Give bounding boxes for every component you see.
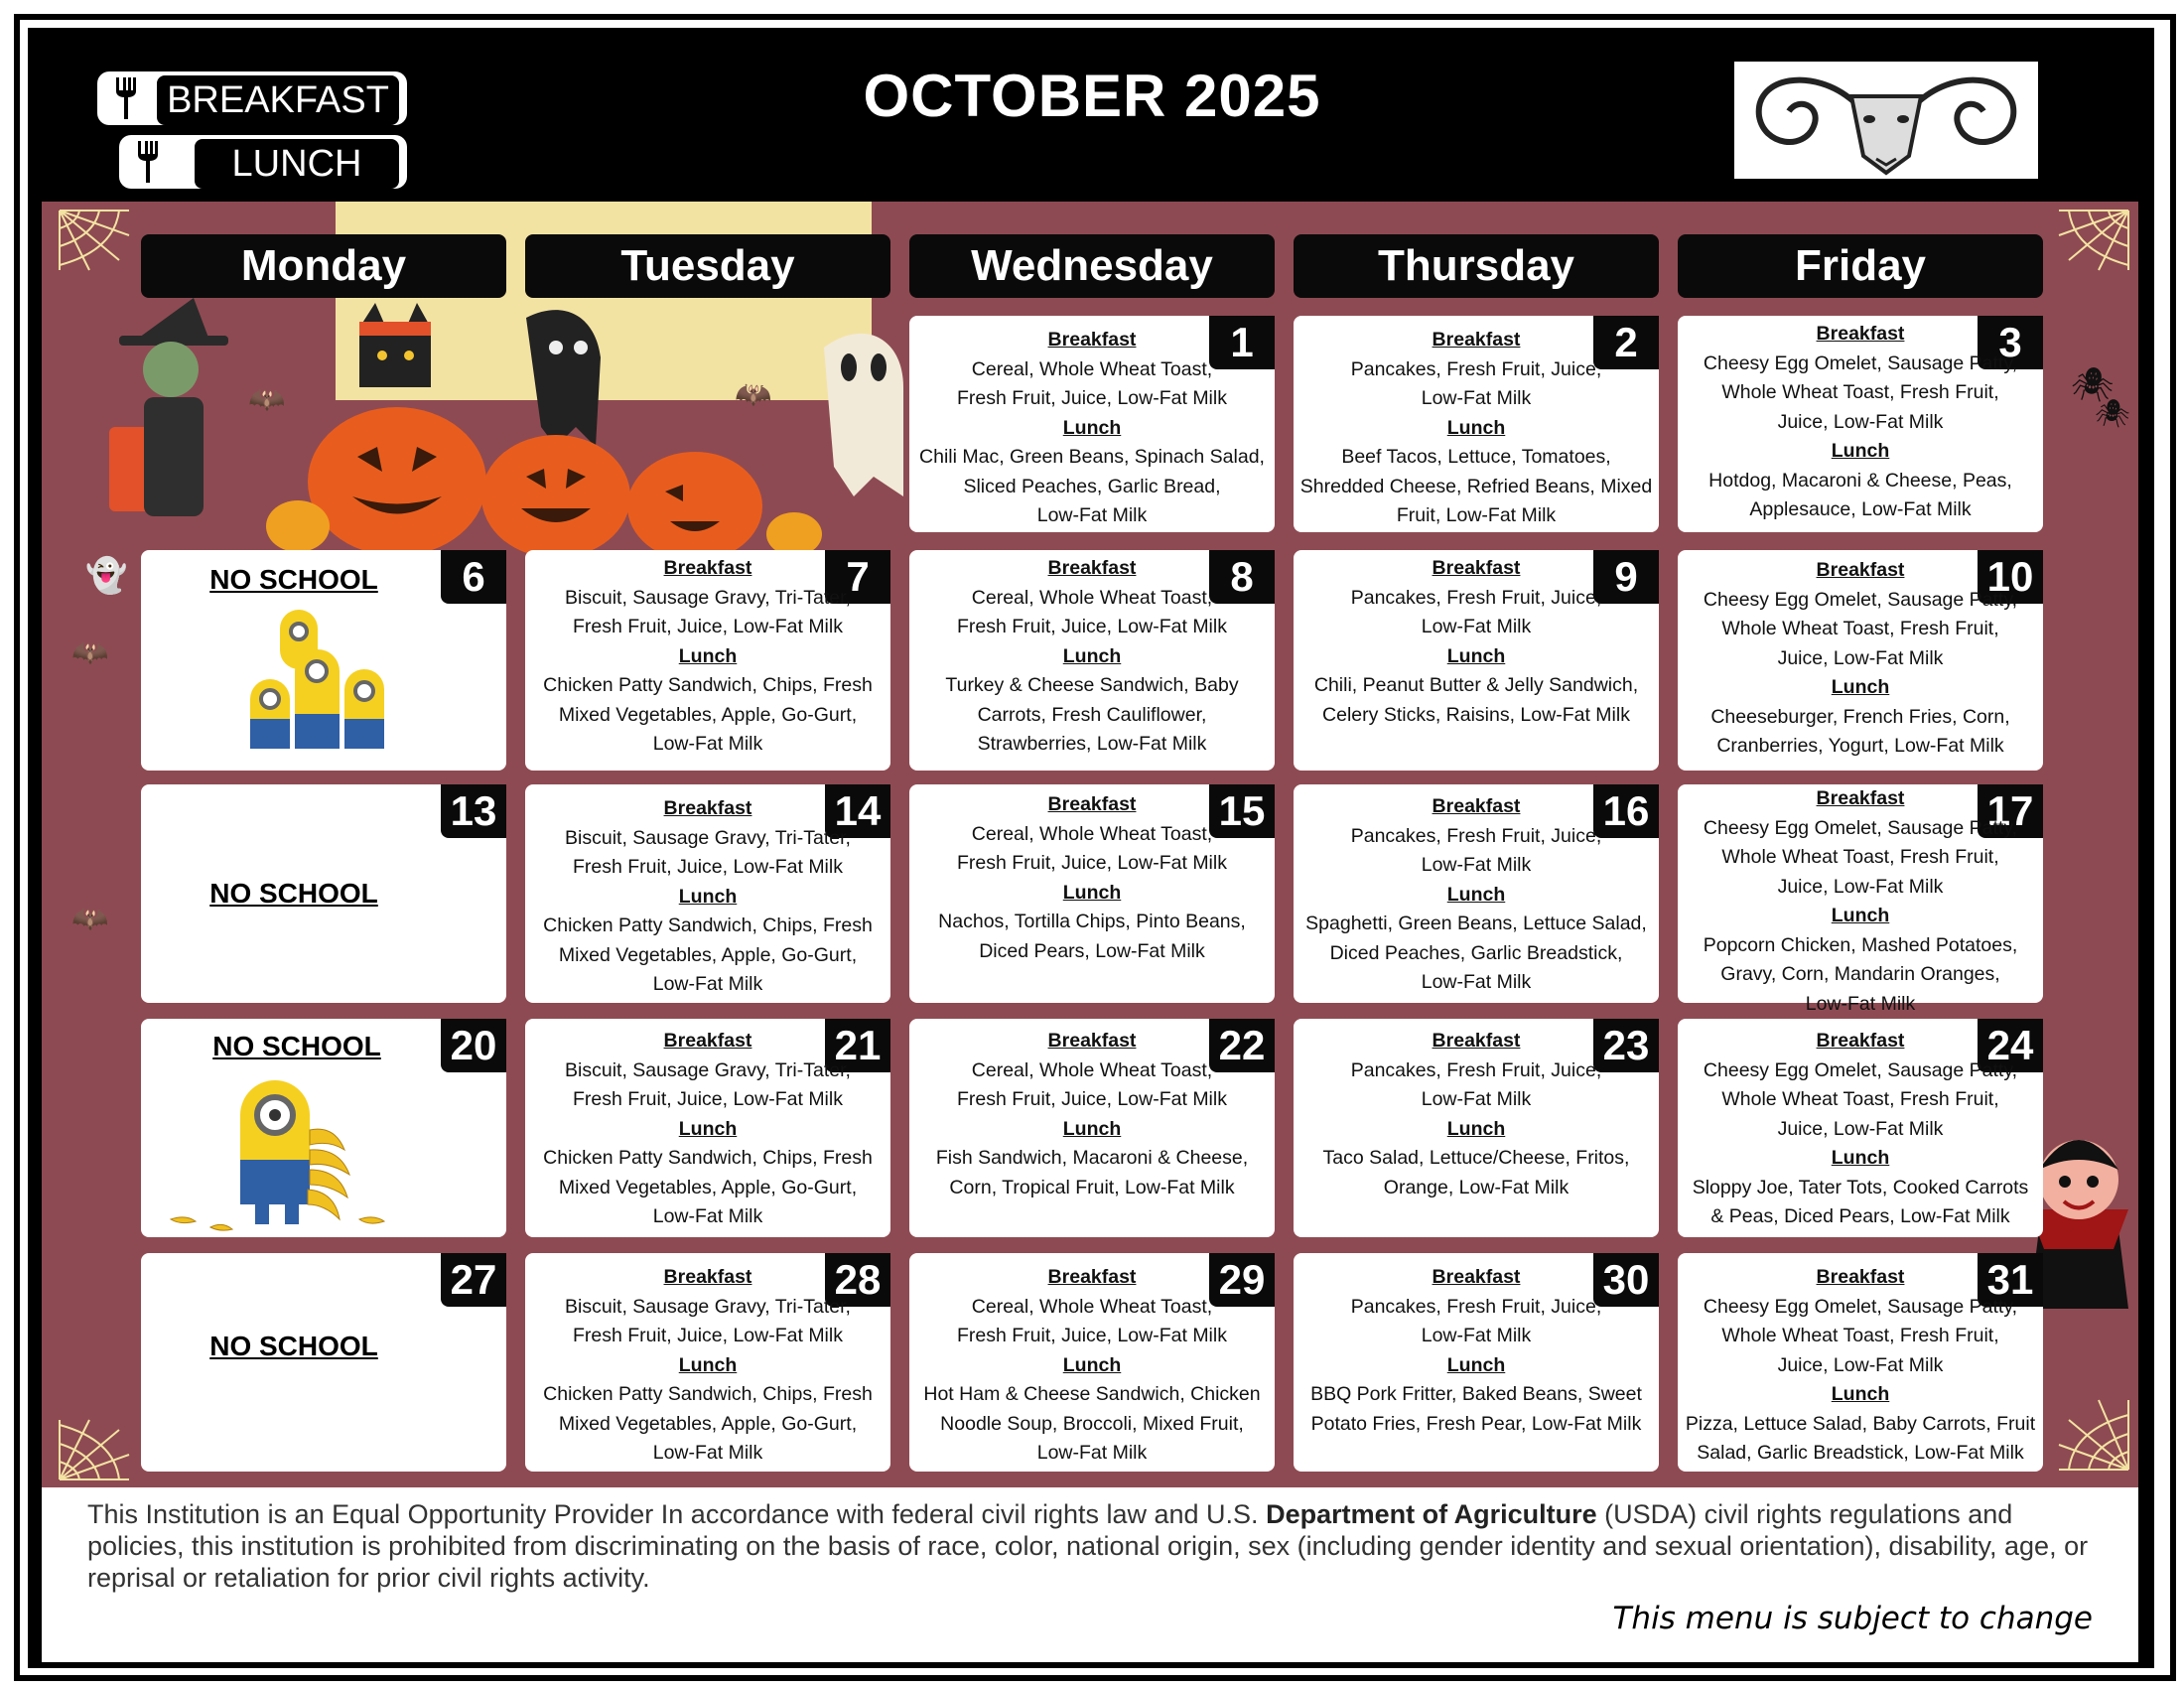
breakfast-menu-line: Fresh Fruit, Juice, Low-Fat Milk <box>957 387 1227 409</box>
breakfast-label: Breakfast <box>663 1030 752 1052</box>
day-menu <box>1297 554 1655 730</box>
lunch-label: Lunch <box>1062 644 1122 667</box>
lunch-menu-line: Fruit, Low-Fat Milk <box>1396 504 1557 526</box>
day-menu <box>529 1027 887 1232</box>
lunch-label: Lunch <box>1446 644 1506 667</box>
lunch-label: Lunch <box>678 1117 738 1140</box>
lunch-menu-line: Hotdog, Macaroni & Cheese, Peas, <box>1708 469 2012 492</box>
breakfast-label: Breakfast <box>1432 795 1521 817</box>
lunch-label: Lunch <box>1062 1353 1122 1376</box>
date-number: 6 <box>441 550 506 604</box>
breakfast-menu-line: Cheesy Egg Omelet, Sausage Patty, <box>1703 352 2018 374</box>
breakfast-menu-line: Low-Fat Milk <box>1421 1088 1532 1110</box>
day-cell-20 <box>141 1019 506 1237</box>
date-number: 1 <box>1209 316 1275 369</box>
jack-o-lantern-right <box>627 452 762 561</box>
lunch-label: Lunch <box>1831 1383 1890 1405</box>
menu-change-note: This menu is subject to change <box>1612 1601 2093 1636</box>
lunch-menu-line: Beef Tacos, Lettuce, Tomatoes, <box>1341 446 1611 468</box>
breakfast-menu-line: Cheesy Egg Omelet, Sausage Patty, <box>1703 816 2018 839</box>
halloween-scene-illustration <box>99 298 903 561</box>
date-number: 31 <box>1978 1253 2043 1307</box>
day-header-thursday: Thursday <box>1294 234 1659 298</box>
day-menu <box>1682 1027 2039 1232</box>
no-school-label: NO SCHOOL <box>209 878 378 909</box>
breakfast-menu-line: Biscuit, Sausage Gravy, Tri-Tater, <box>565 1058 851 1081</box>
lunch-menu-line: Nachos, Tortilla Chips, Pinto Beans, <box>938 911 1246 932</box>
breakfast-label: Breakfast <box>663 1266 752 1288</box>
day-menu <box>1682 320 2039 525</box>
breakfast-menu-line: Cereal, Whole Wheat Toast, <box>971 586 1213 609</box>
small-ghost-icon: 👻 <box>85 556 128 596</box>
breakfast-menu-line: Pancakes, Fresh Fruit, Juice, <box>1350 824 1602 847</box>
lunch-label: Lunch <box>678 644 738 667</box>
breakfast-menu-line: Juice, Low-Fat Milk <box>1777 1353 1944 1376</box>
lunch-menu-line: Fish Sandwich, Macaroni & Cheese, <box>935 1147 1249 1169</box>
lunch-menu-line: Mixed Vegetables, Apple, Go-Gurt, <box>558 1412 858 1435</box>
date-number: 13 <box>441 784 506 838</box>
no-school-label: NO SCHOOL <box>209 564 378 595</box>
lunch-menu-line: Potato Fries, Fresh Pear, Low-Fat Milk <box>1310 1412 1642 1435</box>
witch-illustration <box>109 298 228 516</box>
lunch-menu-line: Strawberries, Low-Fat Milk <box>977 733 1207 755</box>
breakfast-menu-line: Whole Wheat Toast, Fresh Fruit, <box>1721 1325 1999 1346</box>
breakfast-menu-line: Whole Wheat Toast, Fresh Fruit, <box>1721 1088 1999 1110</box>
lunch-menu-line: Spaghetti, Green Beans, Lettuce Salad, <box>1305 913 1647 934</box>
breakfast-label: Breakfast <box>1047 1030 1137 1052</box>
lunch-menu-line: Low-Fat Milk <box>652 1442 763 1464</box>
lunch-label: Lunch <box>1831 440 1890 462</box>
lunch-menu-line: Taco Salad, Lettuce/Cheese, Fritos, <box>1322 1147 1630 1169</box>
day-menu <box>529 554 887 760</box>
breakfast-menu-line: Whole Wheat Toast, Fresh Fruit, <box>1721 846 1999 868</box>
breakfast-label: Breakfast <box>1816 1266 1905 1288</box>
date-number: 9 <box>1593 550 1659 604</box>
day-menu <box>913 1263 1271 1469</box>
lunch-menu-line: Turkey & Cheese Sandwich, Baby <box>945 674 1239 696</box>
day-menu <box>1297 1263 1655 1439</box>
lunch-label: Lunch <box>1831 905 1890 926</box>
breakfast-menu-line: Low-Fat Milk <box>1421 616 1532 637</box>
lunch-label: Lunch <box>1446 416 1506 439</box>
lunch-menu-line: Diced Pears, Low-Fat Milk <box>979 939 1205 962</box>
day-cell-9 <box>1294 550 1659 771</box>
breakfast-menu-line: Pancakes, Fresh Fruit, Juice, <box>1350 357 1602 380</box>
day-cell-28 <box>525 1253 890 1472</box>
no-school-label: NO SCHOOL <box>209 1331 378 1361</box>
date-number: 14 <box>825 784 890 838</box>
breakfast-menu-line: Cheesy Egg Omelet, Sausage Patty, <box>1703 1295 2018 1318</box>
breakfast-label: Breakfast <box>1816 787 1905 809</box>
breakfast-menu-line: Fresh Fruit, Juice, Low-Fat Milk <box>573 856 843 878</box>
date-number: 27 <box>441 1253 506 1307</box>
spider-web-icon <box>60 211 129 270</box>
bat-icon: 🦇 <box>71 902 109 936</box>
lunch-menu-line: Popcorn Chicken, Mashed Potatoes, <box>1703 933 2018 956</box>
day-cell-22 <box>909 1019 1275 1237</box>
jack-o-lantern-left <box>308 407 486 556</box>
lunch-menu-line: Low-Fat Milk <box>652 733 763 755</box>
bat-icon: 🦇 <box>248 382 286 417</box>
breakfast-menu-line: Whole Wheat Toast, Fresh Fruit, <box>1721 381 1999 403</box>
breakfast-menu-line: Cereal, Whole Wheat Toast, <box>971 1295 1213 1318</box>
date-number: 29 <box>1209 1253 1275 1307</box>
breakfast-menu-line: Juice, Low-Fat Milk <box>1777 410 1944 433</box>
lunch-menu-line: Hot Ham & Cheese Sandwich, Chicken <box>923 1383 1261 1405</box>
lunch-menu-line: Chicken Patty Sandwich, Chips, Fresh <box>543 674 873 696</box>
notice-text: (USDA) civil rights regulations and policies, this institution is prohibited from discriminating on the basis of race, color, national origin, sex (including gender identity and sexual orientation), disability, age, or reprisal or retaliation for prior civil rights activity. <box>87 1499 2089 1593</box>
breakfast-label: Breakfast <box>1047 793 1137 815</box>
lunch-menu-line: Low-Fat Milk <box>652 973 763 995</box>
notice-text: This Institution is an Equal Opportunity Provider In accordance with federal civil rights law and U.S. <box>87 1499 1267 1529</box>
lunch-menu-line: Sloppy Joe, Tater Tots, Cooked Carrots <box>1692 1176 2029 1198</box>
lunch-label: Lunch <box>1062 1117 1122 1140</box>
breakfast-menu-line: Cereal, Whole Wheat Toast, <box>971 357 1213 380</box>
breakfast-menu-line: Fresh Fruit, Juice, Low-Fat Milk <box>957 1088 1227 1110</box>
day-cell-15 <box>909 784 1275 1003</box>
breakfast-label: Breakfast <box>1047 329 1137 351</box>
breakfast-menu-line: Cereal, Whole Wheat Toast, <box>971 1058 1213 1081</box>
day-menu <box>1682 1263 2039 1469</box>
breakfast-menu-line: Juice, Low-Fat Milk <box>1777 646 1944 669</box>
notice-bold-text: Department of Agriculture <box>1266 1499 1597 1529</box>
date-number: 30 <box>1593 1253 1659 1307</box>
breakfast-menu-line: Pancakes, Fresh Fruit, Juice, <box>1350 1295 1602 1318</box>
lunch-menu-line: Gravy, Corn, Mandarin Oranges, <box>1720 963 2000 985</box>
breakfast-menu-line: Fresh Fruit, Juice, Low-Fat Milk <box>957 1325 1227 1346</box>
minion-bananas-illustration <box>161 1070 399 1234</box>
date-number: 10 <box>1978 550 2043 604</box>
breakfast-badge-label: BREAKFAST <box>157 75 399 125</box>
date-number: 7 <box>825 550 890 604</box>
day-cell-6 <box>141 550 506 771</box>
day-menu <box>1297 1027 1655 1202</box>
lunch-label: Lunch <box>1831 1147 1890 1169</box>
breakfast-label: Breakfast <box>1816 323 1905 345</box>
lunch-menu-line: Cheeseburger, French Fries, Corn, <box>1710 705 2010 728</box>
breakfast-label: Breakfast <box>663 797 752 819</box>
breakfast-label: Breakfast <box>1432 329 1521 351</box>
day-menu <box>1682 784 2039 1019</box>
fork-icon <box>135 141 161 183</box>
breakfast-menu-line: Pancakes, Fresh Fruit, Juice, <box>1350 586 1602 609</box>
day-cell-16 <box>1294 784 1659 1003</box>
lunch-menu-line: Corn, Tropical Fruit, Low-Fat Milk <box>949 1176 1235 1198</box>
bat-icon: 🦇 <box>71 635 109 670</box>
lunch-badge-label: LUNCH <box>195 139 399 189</box>
spider-icon: 🕷 <box>2095 397 2130 430</box>
lunch-menu-line: Mixed Vegetables, Apple, Go-Gurt, <box>558 1176 858 1198</box>
lunch-menu-line: Low-Fat Milk <box>1805 992 1916 1015</box>
day-cell-10 <box>1678 550 2043 771</box>
date-number: 28 <box>825 1253 890 1307</box>
day-cell-7 <box>525 550 890 771</box>
lunch-menu-line: Noodle Soup, Broccoli, Mixed Fruit, <box>940 1412 1244 1435</box>
lunch-menu-line: Chili Mac, Green Beans, Spinach Salad, <box>919 446 1265 468</box>
bat-icon: 🦇 <box>735 377 772 412</box>
day-menu <box>913 326 1271 531</box>
ram-mascot-logo <box>1734 62 2038 179</box>
day-header-friday: Friday <box>1678 234 2043 298</box>
lunch-menu-line: Cranberries, Yogurt, Low-Fat Milk <box>1716 735 2004 757</box>
breakfast-menu-line: Biscuit, Sausage Gravy, Tri-Tater, <box>565 586 851 609</box>
day-cell-23 <box>1294 1019 1659 1237</box>
lunch-menu-line: Chili, Peanut Butter & Jelly Sandwich, <box>1313 674 1639 696</box>
breakfast-menu-line: Biscuit, Sausage Gravy, Tri-Tater, <box>565 1295 851 1318</box>
lunch-menu-line: Chicken Patty Sandwich, Chips, Fresh <box>543 1383 873 1405</box>
lunch-menu-line: Diced Peaches, Garlic Breadstick, <box>1329 941 1623 964</box>
breakfast-label: Breakfast <box>1432 557 1521 579</box>
lunch-menu-line: Shredded Cheese, Refried Beans, Mixed <box>1299 475 1653 497</box>
day-header-tuesday: Tuesday <box>525 234 890 298</box>
day-cell-30 <box>1294 1253 1659 1472</box>
breakfast-label: Breakfast <box>1432 1266 1521 1288</box>
day-cell-14 <box>525 784 890 1003</box>
date-number: 3 <box>1978 316 2043 369</box>
day-menu <box>1297 792 1655 998</box>
lunch-menu-line: Carrots, Fresh Cauliflower, <box>977 703 1207 726</box>
breakfast-label: Breakfast <box>1432 1030 1521 1052</box>
spider-web-icon <box>60 1420 129 1479</box>
date-number: 8 <box>1209 550 1275 604</box>
date-number: 15 <box>1209 784 1275 838</box>
lunch-menu-line: BBQ Pork Fritter, Baked Beans, Sweet <box>1310 1383 1642 1405</box>
breakfast-menu-line: Cereal, Whole Wheat Toast, <box>971 822 1213 845</box>
breakfast-label: Breakfast <box>1047 557 1137 579</box>
breakfast-menu-line: Cheesy Egg Omelet, Sausage Patty, <box>1703 588 2018 611</box>
breakfast-menu-line: Juice, Low-Fat Milk <box>1777 1117 1944 1140</box>
lunch-menu-line: Pizza, Lettuce Salad, Baby Carrots, Fruit <box>1685 1412 2036 1435</box>
lunch-label: Lunch <box>1062 881 1122 904</box>
date-number: 2 <box>1593 316 1659 369</box>
day-cell-27 <box>141 1253 506 1472</box>
breakfast-label: Breakfast <box>1047 1266 1137 1288</box>
day-cell-3 <box>1678 316 2043 532</box>
lunch-menu-line: Low-Fat Milk <box>652 1205 763 1227</box>
nondiscrimination-notice <box>87 1498 2103 1594</box>
jack-o-lantern-middle <box>481 435 630 558</box>
ram-head-icon <box>1734 62 2038 179</box>
spider-web-icon <box>2059 1400 2128 1470</box>
breakfast-menu-line: Fresh Fruit, Juice, Low-Fat Milk <box>573 1088 843 1110</box>
breakfast-menu-line: Fresh Fruit, Juice, Low-Fat Milk <box>957 616 1227 637</box>
lunch-menu-line: Low-Fat Milk <box>1036 504 1148 526</box>
day-cell-1 <box>909 316 1275 532</box>
day-menu <box>913 790 1271 966</box>
page-title: OCTOBER 2025 <box>863 63 1321 129</box>
lunch-menu-line: Applesauce, Low-Fat Milk <box>1749 498 1972 520</box>
day-cell-13 <box>141 784 506 1003</box>
breakfast-menu-line: Fresh Fruit, Juice, Low-Fat Milk <box>573 616 843 637</box>
breakfast-menu-line: Fresh Fruit, Juice, Low-Fat Milk <box>957 852 1227 874</box>
breakfast-menu-line: Fresh Fruit, Juice, Low-Fat Milk <box>573 1325 843 1346</box>
date-number: 20 <box>441 1019 506 1072</box>
black-cat-illustration <box>359 303 431 387</box>
lunch-menu-line: Chicken Patty Sandwich, Chips, Fresh <box>543 1147 873 1169</box>
spider-icon: 🕷 <box>2071 365 2115 405</box>
date-number: 21 <box>825 1019 890 1072</box>
day-cell-31 <box>1678 1253 2043 1472</box>
lunch-menu-line: Celery Sticks, Raisins, Low-Fat Milk <box>1322 703 1630 726</box>
lunch-label: Lunch <box>678 1353 738 1376</box>
lunch-menu-line: & Peas, Diced Pears, Low-Fat Milk <box>1710 1205 2010 1227</box>
breakfast-label: Breakfast <box>663 557 752 579</box>
lunch-badge <box>119 135 407 189</box>
day-menu <box>1682 556 2039 762</box>
small-pumpkin <box>266 500 330 552</box>
spider-web-icon <box>2059 211 2128 270</box>
lunch-label: Lunch <box>678 885 738 908</box>
day-cell-8 <box>909 550 1275 771</box>
date-number: 22 <box>1209 1019 1275 1072</box>
breakfast-menu-line: Low-Fat Milk <box>1421 387 1532 409</box>
day-cell-2 <box>1294 316 1659 532</box>
lunch-menu-line: Low-Fat Milk <box>1036 1442 1148 1464</box>
date-number: 17 <box>1978 784 2043 838</box>
day-cell-17 <box>1678 784 2043 1015</box>
lunch-label: Lunch <box>1062 416 1122 439</box>
lunch-menu-line: Salad, Garlic Breadstick, Low-Fat Milk <box>1697 1442 2024 1464</box>
breakfast-menu-line: Low-Fat Milk <box>1421 854 1532 876</box>
date-number: 23 <box>1593 1019 1659 1072</box>
lunch-menu-line: Mixed Vegetables, Apple, Go-Gurt, <box>558 943 858 966</box>
day-menu <box>529 1263 887 1469</box>
lunch-menu-line: Mixed Vegetables, Apple, Go-Gurt, <box>558 703 858 726</box>
day-cell-21 <box>525 1019 890 1237</box>
day-menu <box>529 794 887 1000</box>
breakfast-menu-line: Whole Wheat Toast, Fresh Fruit, <box>1721 618 1999 639</box>
breakfast-menu-line: Low-Fat Milk <box>1421 1325 1532 1346</box>
lunch-label: Lunch <box>1446 1353 1506 1376</box>
lunch-menu-line: Low-Fat Milk <box>1421 971 1532 993</box>
ghost-black-illustration <box>526 310 601 447</box>
lunch-menu-line: Orange, Low-Fat Milk <box>1383 1176 1570 1198</box>
breakfast-menu-line: Juice, Low-Fat Milk <box>1777 875 1944 898</box>
lunch-label: Lunch <box>1446 883 1506 906</box>
day-menu <box>1297 326 1655 531</box>
breakfast-label: Breakfast <box>1816 559 1905 581</box>
date-number: 24 <box>1978 1019 2043 1072</box>
breakfast-menu-line: Cheesy Egg Omelet, Sausage Patty, <box>1703 1058 2018 1081</box>
day-menu <box>913 1027 1271 1202</box>
day-cell-29 <box>909 1253 1275 1472</box>
lunch-menu-line: Chicken Patty Sandwich, Chips, Fresh <box>543 914 873 936</box>
date-number: 16 <box>1593 784 1659 838</box>
no-school-label: NO SCHOOL <box>212 1031 381 1061</box>
breakfast-label: Breakfast <box>1816 1030 1905 1052</box>
day-header-wednesday: Wednesday <box>909 234 1275 298</box>
day-menu <box>913 554 1271 760</box>
day-header-monday: Monday <box>141 234 506 298</box>
minions-group-illustration <box>240 610 409 759</box>
lunch-menu-line: Sliced Peaches, Garlic Bread, <box>963 475 1221 497</box>
lunch-label: Lunch <box>1446 1117 1506 1140</box>
white-ghost-illustration <box>824 334 903 496</box>
lunch-label: Lunch <box>1831 676 1890 698</box>
breakfast-menu-line: Biscuit, Sausage Gravy, Tri-Tater, <box>565 826 851 849</box>
breakfast-menu-line: Pancakes, Fresh Fruit, Juice, <box>1350 1058 1602 1081</box>
day-cell-24 <box>1678 1019 2043 1237</box>
